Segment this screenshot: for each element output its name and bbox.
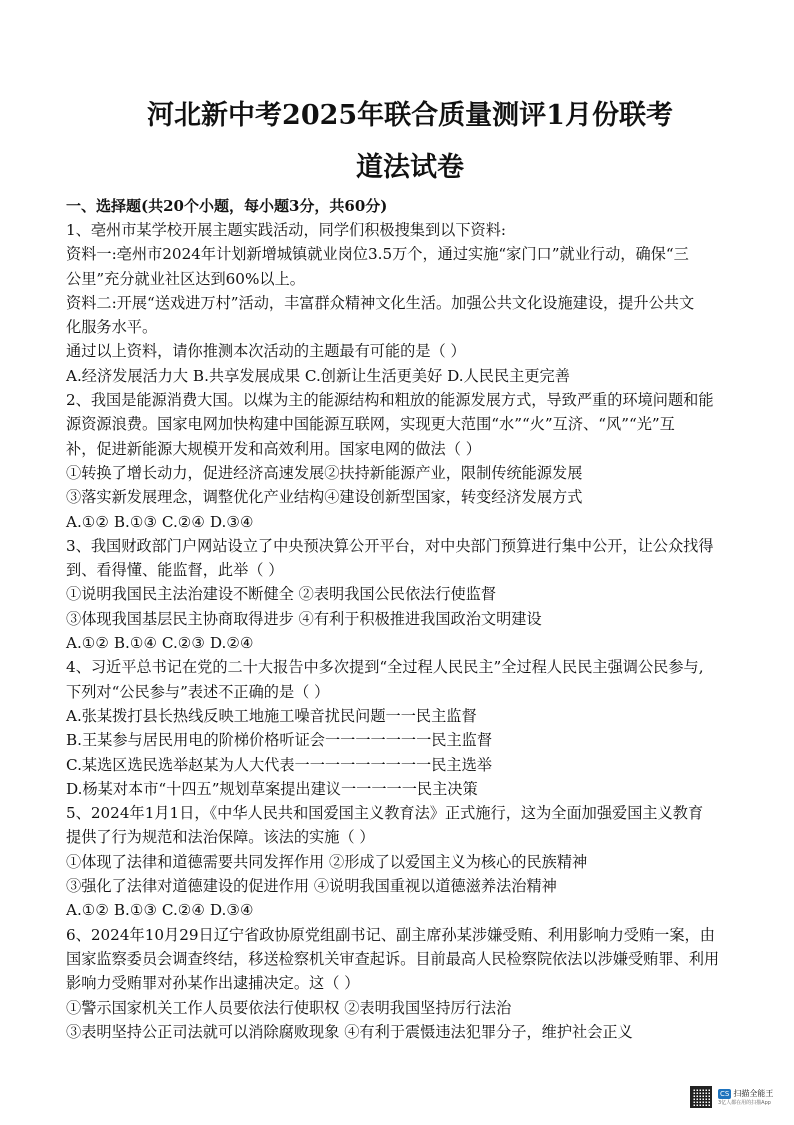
qr-code-icon — [690, 1086, 712, 1108]
text-line: 提供了行为规范和法治保障。该法的实施（ ） — [66, 828, 375, 847]
answer-options: A.①② B.①③ C.②④ D.③④ — [66, 512, 254, 531]
text-line: C.某选区选民选举赵某为人大代表一一一一一一一一一民主选举 — [66, 755, 492, 774]
text-line: D.杨某对本市“十四五”规划草案提出建议一一一一一民主决策 — [66, 779, 478, 798]
text-line: 公里”充分就业社区达到60%以上。 — [66, 269, 305, 288]
text-line: 化服务水平。 — [66, 318, 158, 337]
answer-options: A.①② B.①④ C.②③ D.②④ — [66, 634, 254, 653]
text-line: 通过以上资料，请你推测本次活动的主题最有可能的是（ ） — [66, 342, 466, 361]
text-line: 到、看得懂、能监督，此举（ ） — [66, 561, 284, 580]
text-line: 源资源浪费。国家电网加快构建中国能源互联网，实现更大范围“水”“火”互济、“风”“光”互 — [66, 415, 675, 434]
text-line: 资料二:开展“送戏进万村”活动，丰富群众精神文化生活。加强公共文化设施建设，提升公共文 — [66, 293, 695, 312]
text-line: 1、亳州市某学校开展主题实践活动，同学们积极搜集到以下资料: — [66, 221, 507, 239]
text-line: B.王某参与居民用电的阶梯价格听证会一一一一一一一民主监督 — [66, 731, 493, 750]
answer-options: A.①② B.①③ C.②④ D.③④ — [66, 901, 254, 920]
text-line: ③落实新发展理念，调整优化产业结构④建设创新型国家，转变经济发展方式 — [66, 488, 583, 507]
question-body — [66, 218, 734, 1044]
text-line: A.张某拨打县长热线反映工地施工噪音扰民问题一一民主监督 — [66, 706, 477, 725]
scanner-watermark — [690, 1082, 790, 1112]
text-line: ①体现了法律和道德需要共同发挥作用 ②形成了以爱国主义为核心的民族精神 — [66, 852, 588, 871]
text-line: 国家监察委员会调查终结，移送检察机关审查起诉。目前最高人民检察院依法以涉嫌受贿罪、利用 — [66, 949, 720, 968]
text-line: 2、我国是能源消费大国。以煤为主的能源结构和粗放的能源发展方式，导致严重的环境问题和能 — [66, 391, 714, 410]
scanner-brand — [718, 1088, 773, 1106]
text-line: 4、习近平总书记在党的二十大报告中多次提到“全过程人民民主”全过程人民民主强调公民参与, — [66, 658, 704, 677]
text-line: 6、2024年10月29日辽宁省政协原党组副书记、副主席孙某涉嫌受贿、利用影响力受贿一案，由 — [66, 925, 715, 944]
text-line: 补，促进新能源大规模开发和高效利用。国家电网的做法（ ） — [66, 439, 481, 458]
text-line: ①说明我国民主法治建设不断健全 ②表明我国公民依法行使监督 — [66, 585, 497, 604]
cs-logo-icon: CS — [720, 1089, 730, 1098]
text-line: ①转换了增长动力，促进经济高速发展②扶持新能源产业，限制传统能源发展 — [66, 463, 583, 482]
exam-subtitle: 道法试卷 — [356, 152, 464, 183]
section-heading: 一、选择题(共20个小题，每小题3分，共60分) — [66, 197, 388, 215]
text-line: ③表明坚持公正司法就可以消除腐败现象 ④有利于震慑违法犯罪分子，维护社会正义 — [66, 1022, 633, 1041]
text-line: ①警示国家机关工作人员要依法行使职权 ②表明我国坚持厉行法治 — [66, 998, 512, 1017]
scanner-brand-name: 扫描全能王 — [733, 1089, 774, 1098]
text-line: ③体现我国基层民主协商取得进步 ④有利于积极推进我国政治文明建设 — [66, 609, 542, 628]
answer-options: A.经济发展活力大 B.共享发展成果 C.创新让生活更美好 D.人民民主更完善 — [66, 366, 570, 385]
exam-title: 河北新中考2025年联合质量测评1月份联考 — [147, 100, 673, 131]
text-line: 3、我国财政部门户网站设立了中央预决算公开平台，对中央部门预算进行集中公开，让公众找得 — [66, 536, 714, 555]
text-line: ③强化了法律对道德建设的促进作用 ④说明我国重视以道德滋养法治精神 — [66, 877, 557, 896]
scanner-tagline: 3亿人都在用的扫描App — [718, 1100, 771, 1106]
text-line: 影响力受贿罪对孙某作出逮捕决定。这（ ） — [66, 974, 360, 993]
text-line: 下列对“公民参与”表述不正确的是（ ） — [66, 682, 330, 701]
text-line: 5、2024年1月1日，《中华人民共和国爱国主义教育法》正式施行，这为全面加强爱国主义教育 — [66, 804, 704, 823]
text-line: 资料一:亳州市2024年计划新增城镇就业岗位3.5万个，通过实施“家门口”就业行动，确保“三 — [66, 245, 689, 264]
